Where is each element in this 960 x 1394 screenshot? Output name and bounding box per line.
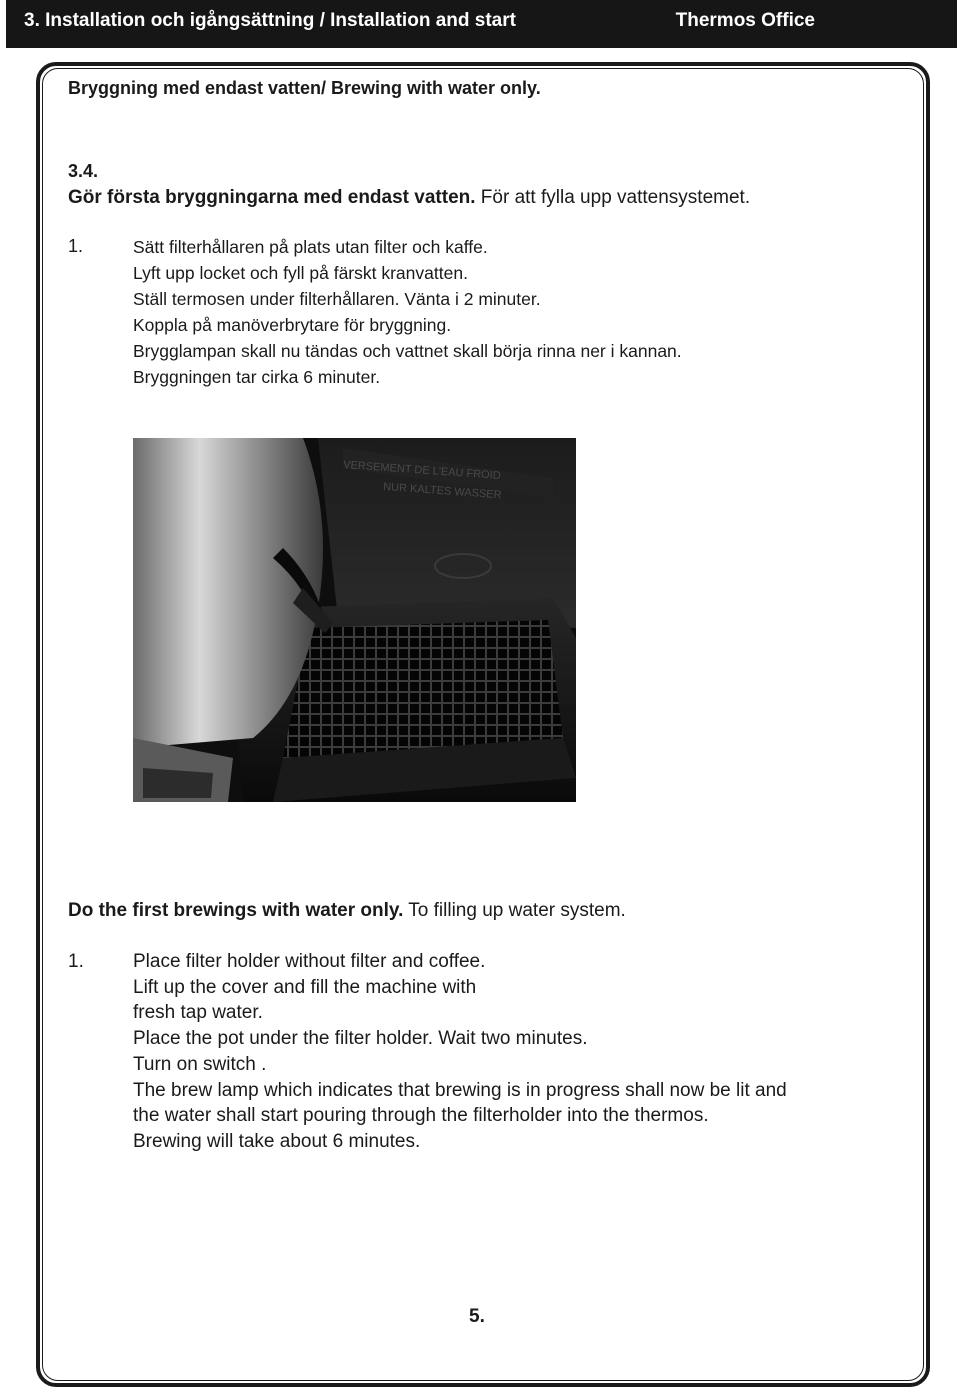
english-intro: [68, 900, 626, 922]
page-number: 5.: [469, 1306, 485, 1327]
english-step-line: Place filter holder without filter and coffee.: [133, 951, 486, 972]
swedish-step-line: Ställ termosen under filterhållaren. Vänta i 2 minuter.: [133, 289, 541, 309]
page-header: [6, 0, 957, 48]
swedish-step-line: Koppla på manöverbrytare för bryggning.: [133, 315, 452, 335]
section-heading: Bryggning med endast vatten/ Brewing with water only.: [68, 78, 541, 98]
coffee-machine-photo: [133, 438, 576, 802]
lid-text-2: NUR KALTES WASSER: [382, 481, 502, 502]
coffee-machine-illustration: [133, 438, 576, 802]
english-intro-bold: Do the first brewings with water only.: [68, 900, 404, 921]
english-list-number: 1.: [68, 951, 84, 972]
swedish-step-line: Sätt filterhållaren på plats utan filter och kaffe.: [133, 237, 488, 257]
swedish-steps: [133, 234, 682, 390]
english-step-line: the water shall start pouring through the filterholder into the thermos.: [133, 1105, 709, 1127]
swedish-step-line: Lyft upp locket och fyll på färskt kranvatten.: [133, 263, 468, 283]
swedish-list-number: 1.: [68, 236, 84, 256]
english-step-line: Turn on switch .: [133, 1053, 267, 1075]
english-step-line: The brew lamp which indicates that brewing is in progress shall now be lit and: [133, 1079, 787, 1101]
swedish-intro-bold: Gör första bryggningarna med endast vatten.: [68, 187, 476, 208]
swedish-step-line: Brygglampan skall nu tändas och vattnet skall börja rinna ner i kannan.: [133, 341, 682, 361]
swedish-intro-rest: För att fylla upp vattensystemet.: [475, 187, 751, 208]
swedish-step-line: Bryggningen tar cirka 6 minuter.: [133, 367, 381, 387]
english-step-line: Lift up the cover and fill the machine with: [133, 976, 477, 998]
filter-grid: [283, 620, 563, 758]
lid-text-1: VERSEMENT DE L'EAU FROID: [342, 459, 502, 482]
swedish-intro: [68, 187, 750, 209]
english-step-line: Brewing will take about 6 minutes.: [133, 1130, 421, 1152]
chapter-title: 3. Installation och igångsättning / Installation and start: [24, 10, 516, 31]
english-steps: [133, 949, 787, 1155]
english-step-line: fresh tap water.: [133, 1002, 263, 1024]
product-name: Thermos Office: [675, 10, 815, 31]
english-step-line: Place the pot under the filter holder. Wait two minutes.: [133, 1028, 588, 1050]
step-number: 3.4.: [68, 161, 99, 181]
english-intro-rest: To filling up water system.: [403, 900, 626, 921]
